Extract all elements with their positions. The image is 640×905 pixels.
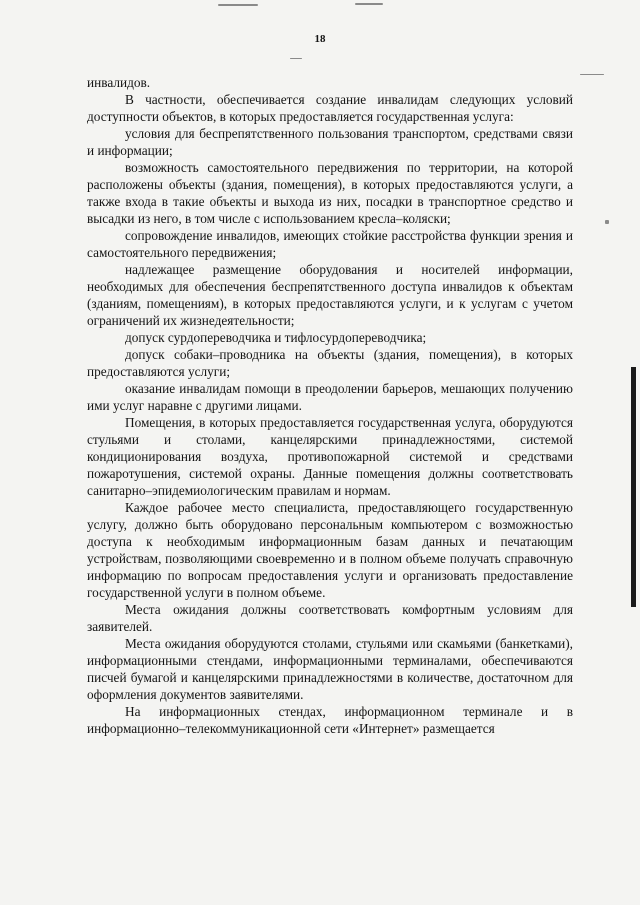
- scan-speck: [605, 220, 609, 224]
- paragraph-5: сопровождение инвалидов, имеющих стойкие расстройства функции зрения и самостоятельного передвижения;: [87, 228, 573, 260]
- scan-speck: [218, 4, 258, 6]
- paragraph-9: оказание инвалидам помощи в преодолении барьеров, мешающих получению ими услуг наравне с другими лицами.: [87, 381, 573, 413]
- paragraph-11: Каждое рабочее место специалиста, предоставляющего государственную услугу, должно быть оборудовано персональным компьютером с возможностью доступа к необходимым информационным базам данных и печатающим устройствам, позволяющими своевременно и в полном объеме получать справочную информацию по вопросам предоставления услуги и организовать предоставление государственной услуги в полном объеме.: [87, 500, 573, 600]
- paragraph-6: надлежащее размещение оборудования и носителей информации, необходимых для обеспечения беспрепятственного доступа инвалидов к объектам (зданиям, помещениям), в которых предоставляются услуги, и к услугам с учетом ограничений их жизнедеятельности;: [87, 262, 573, 328]
- paragraph-12: Места ожидания должны соответствовать комфортным условиям для заявителей.: [87, 602, 573, 634]
- paragraph-13: Места ожидания оборудуются столами, стульями или скамьями (банкетками), информационными стендами, информационными терминалами, обеспечиваются писчей бумагой и канцелярскими принадлежностями в количестве, достаточном для оформления документов заявителями.: [87, 636, 573, 702]
- scan-edge-shadow: [631, 367, 636, 607]
- scan-speck: [580, 74, 604, 75]
- paragraph-8: допуск собаки–проводника на объекты (здания, помещения), в которых предоставляются услуги;: [87, 347, 573, 379]
- scan-speck: [355, 3, 383, 5]
- paragraph-4: возможность самостоятельного передвижения по территории, на которой расположены объекты (здания, помещения), в которых предоставляются услуги, а также входа в такие объекты и выхода из них, посадки в транспортное средство и высадки из него, в том числе с использованием кресла–коляски;: [87, 160, 573, 226]
- paragraph-3: условия для беспрепятственного пользования транспортом, средствами связи и информации;: [87, 126, 573, 158]
- paragraph-7: допуск сурдопереводчика и тифлосурдопереводчика;: [125, 330, 427, 345]
- page-number: 18: [314, 33, 326, 45]
- paragraph-14: На информационных стендах, информационном терминале и в информационно–телекоммуникационной сети «Интернет» размещается: [87, 704, 573, 736]
- paragraph-1: инвалидов.: [87, 75, 151, 90]
- paragraph-10: Помещения, в которых предоставляется государственная услуга, оборудуются стульями и столами, канцелярскими принадлежностями, системой кондиционирования воздуха, противопожарной системой и средствами пожаротушения, системой охраны. Данные помещения должны соответствовать санитарно–эпидемиологическим правилам и нормам.: [87, 415, 573, 498]
- body-text: [87, 74, 573, 737]
- paragraph-2: В частности, обеспечивается создание инвалидам следующих условий доступности объектов, в которых предоставляется государственная услуга:: [87, 92, 573, 124]
- scan-speck: [290, 58, 302, 59]
